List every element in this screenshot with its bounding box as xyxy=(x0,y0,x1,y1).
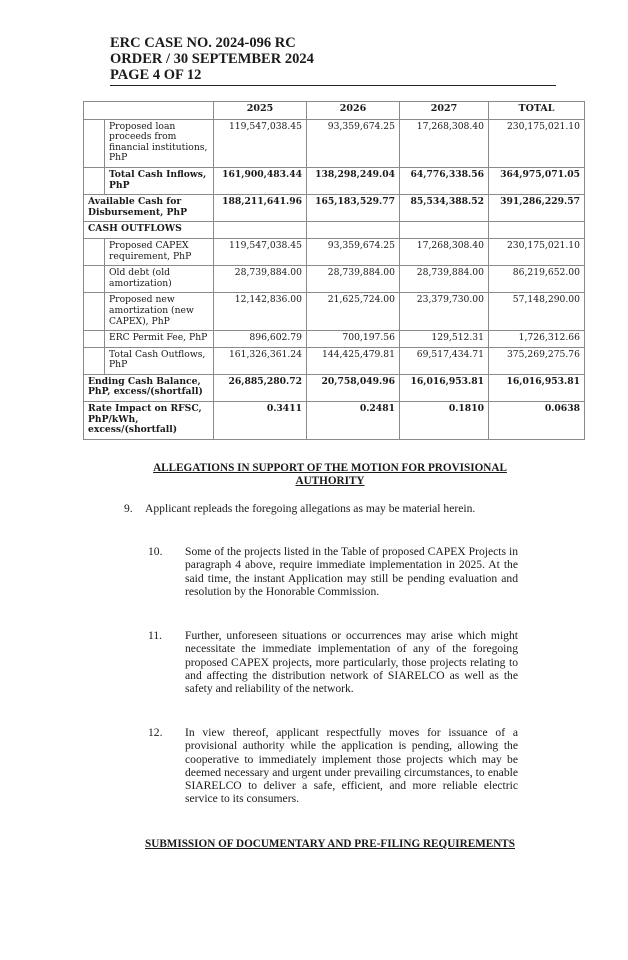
value-cell: 85,534,388.52 xyxy=(400,195,489,222)
value-cell: 0.2481 xyxy=(307,402,400,440)
header-cell-2026: 2026 xyxy=(307,102,400,120)
order-date: ORDER / 30 SEPTEMBER 2024 xyxy=(110,51,314,67)
table-row xyxy=(84,347,585,374)
paragraph-text: Applicant repleads the foregoing allegations as may be material herein. xyxy=(145,502,476,515)
paragraph-number: 9. xyxy=(124,502,133,515)
table-row xyxy=(84,266,585,293)
value-cell: 119,547,038.45 xyxy=(214,238,307,265)
indent-cell xyxy=(84,119,105,167)
case-number: ERC CASE NO. 2024-096 RC xyxy=(110,35,296,51)
value-cell: 28,739,884.00 xyxy=(400,266,489,293)
value-cell: 391,286,229.57 xyxy=(489,195,585,222)
value-cell xyxy=(307,222,400,239)
value-cell: 23,379,730.00 xyxy=(400,293,489,331)
paragraph-text: Further, unforeseen situations or occurrences may arise which might necessitate the immediate implementation of any of the foregoing proposed CAPEX projects, more particularly, those projects relating to and affecting the distribution network of SIARELCO as well as the safety and reliability of the network. xyxy=(185,629,518,696)
table-row xyxy=(84,167,585,194)
paragraph-9 xyxy=(124,502,518,515)
indent-cell xyxy=(84,238,105,265)
value-cell xyxy=(214,222,307,239)
value-cell: 57,148,290.00 xyxy=(489,293,585,331)
header-cell-total: TOTAL xyxy=(489,102,585,120)
row-label: Total Cash Inflows, PhP xyxy=(105,167,214,194)
value-cell: 165,183,529.77 xyxy=(307,195,400,222)
header-cell-2027: 2027 xyxy=(400,102,489,120)
table-row xyxy=(84,293,585,331)
row-label: Proposed loan proceeds from financial institutions, PhP xyxy=(105,119,214,167)
value-cell: 138,298,249.04 xyxy=(307,167,400,194)
value-cell: 28,739,884.00 xyxy=(307,266,400,293)
paragraph-11 xyxy=(148,629,518,695)
value-cell: 0.3411 xyxy=(214,402,307,440)
table-body xyxy=(84,119,585,439)
value-cell: 17,268,308.40 xyxy=(400,119,489,167)
row-label: Old debt (old amortization) xyxy=(105,266,214,293)
document-header xyxy=(110,35,556,86)
page-number: PAGE 4 OF 12 xyxy=(110,67,202,83)
value-cell: 28,739,884.00 xyxy=(214,266,307,293)
indent-cell xyxy=(84,347,105,374)
paragraph-10 xyxy=(148,545,518,598)
row-label: Proposed new amortization (new CAPEX), PhP xyxy=(105,293,214,331)
paragraph-number: 12. xyxy=(148,726,163,739)
value-cell: 86,219,652.00 xyxy=(489,266,585,293)
header-cell-2025: 2025 xyxy=(214,102,307,120)
value-cell: 1,726,312.66 xyxy=(489,331,585,348)
row-label: Ending Cash Balance, PhP, excess/(shortfall) xyxy=(84,374,214,401)
value-cell: 20,758,049.96 xyxy=(307,374,400,401)
value-cell: 64,776,338.56 xyxy=(400,167,489,194)
value-cell: 129,512.31 xyxy=(400,331,489,348)
row-label: Total Cash Outflows, PhP xyxy=(105,347,214,374)
section-title-allegations: ALLEGATIONS IN SUPPORT OF THE MOTION FOR PROVISIONAL AUTHORITY xyxy=(153,462,507,487)
value-cell: 0.0638 xyxy=(489,402,585,440)
indent-cell xyxy=(84,266,105,293)
value-cell: 230,175,021.10 xyxy=(489,238,585,265)
paragraph-text: Some of the projects listed in the Table of proposed CAPEX Projects in paragraph 4 above, require immediate implementation in 2025. At the said time, the instant Application may still be pending evaluation and resolution by the Honorable Commission. xyxy=(185,545,518,598)
value-cell: 896,602.79 xyxy=(214,331,307,348)
indent-cell xyxy=(84,331,105,348)
value-cell: 161,900,483.44 xyxy=(214,167,307,194)
table-row xyxy=(84,119,585,167)
row-label: CASH OUTFLOWS xyxy=(84,222,214,239)
value-cell: 700,197.56 xyxy=(307,331,400,348)
value-cell: 21,625,724.00 xyxy=(307,293,400,331)
value-cell: 364,975,071.05 xyxy=(489,167,585,194)
value-cell: 0.1810 xyxy=(400,402,489,440)
paragraph-text: In view thereof, applicant respectfully moves for issuance of a provisional authority while the application is pending, allowing the cooperative to immediately implement those projects which may be deemed necessary and urgent under prevailing circumstances, to enable SIARELCO to deliver a safe, efficient, and more reliable electric service to its consumers. xyxy=(185,726,518,806)
row-label: Available Cash for Disbursement, PhP xyxy=(84,195,214,222)
table-row xyxy=(84,331,585,348)
row-label: Rate Impact on RFSC, PhP/kWh, excess/(shortfall) xyxy=(84,402,214,440)
table-header-row xyxy=(84,102,585,120)
value-cell xyxy=(489,222,585,239)
value-cell: 69,517,434.71 xyxy=(400,347,489,374)
value-cell: 93,359,674.25 xyxy=(307,119,400,167)
indent-cell xyxy=(84,167,105,194)
value-cell xyxy=(400,222,489,239)
table-row xyxy=(84,374,585,401)
table-row xyxy=(84,222,585,239)
table-row xyxy=(84,195,585,222)
row-label: ERC Permit Fee, PhP xyxy=(105,331,214,348)
value-cell: 119,547,038.45 xyxy=(214,119,307,167)
value-cell: 16,016,953.81 xyxy=(489,374,585,401)
value-cell: 161,326,361.24 xyxy=(214,347,307,374)
paragraph-12 xyxy=(148,726,518,806)
value-cell: 144,425,479.81 xyxy=(307,347,400,374)
header-cell-label xyxy=(84,102,214,120)
value-cell: 12,142,836.00 xyxy=(214,293,307,331)
paragraph-number: 10. xyxy=(148,545,163,558)
section-title-submission: SUBMISSION OF DOCUMENTARY AND PRE-FILING REQUIREMENTS xyxy=(145,838,515,850)
value-cell: 188,211,641.96 xyxy=(214,195,307,222)
header-rule xyxy=(110,85,556,86)
indent-cell xyxy=(84,293,105,331)
value-cell: 17,268,308.40 xyxy=(400,238,489,265)
cash-flow-table xyxy=(83,101,585,440)
row-label: Proposed CAPEX requirement, PhP xyxy=(105,238,214,265)
table-row xyxy=(84,402,585,440)
value-cell: 16,016,953.81 xyxy=(400,374,489,401)
value-cell: 375,269,275.76 xyxy=(489,347,585,374)
value-cell: 93,359,674.25 xyxy=(307,238,400,265)
value-cell: 230,175,021.10 xyxy=(489,119,585,167)
value-cell: 26,885,280.72 xyxy=(214,374,307,401)
paragraph-number: 11. xyxy=(148,629,163,642)
table-row xyxy=(84,238,585,265)
